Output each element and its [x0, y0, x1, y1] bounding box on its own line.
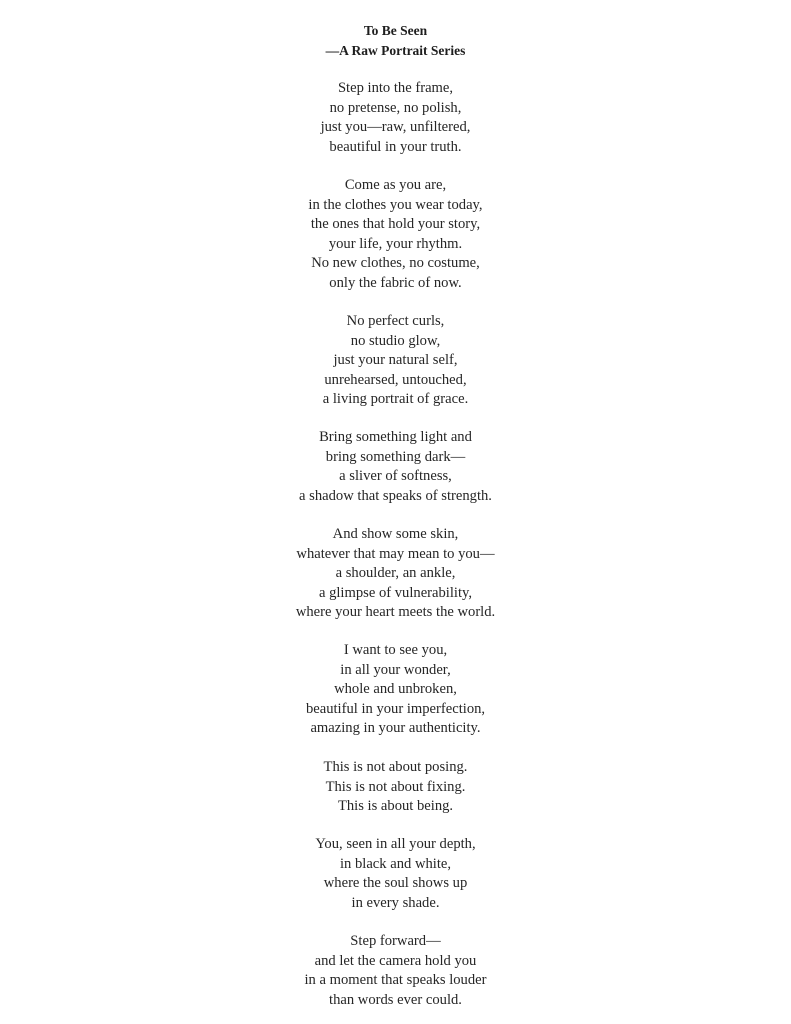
poem-line: a sliver of softness, — [339, 468, 452, 484]
stanza-8 — [0, 835, 791, 913]
stanza-3 — [0, 312, 791, 410]
poem-line: You, seen in all your depth, — [315, 836, 476, 852]
poem-line: Step forward— — [350, 933, 441, 949]
poem-line: This is about being. — [337, 798, 454, 814]
poem-line: a shadow that speaks of strength. — [299, 487, 492, 504]
stanza-9 — [0, 932, 791, 1010]
poem-line: the ones that hold your story, — [310, 216, 481, 232]
poem-line: Step into the frame, — [337, 80, 454, 96]
poem-line: no studio glow, — [350, 332, 441, 349]
title-line-1: To Be Seen — [363, 23, 428, 38]
poem-line: in the clothes you wear today, — [308, 196, 483, 213]
poem-line: and let the camera hold you — [314, 952, 477, 969]
poem-line: This is not about posing. — [323, 759, 468, 775]
stanza-2 — [0, 176, 791, 293]
poem-line: No new clothes, no costume, — [311, 255, 480, 271]
poem-line: This is not about fixing. — [325, 778, 466, 795]
poem-line: than words ever could. — [329, 991, 462, 1008]
poem-line: just you—raw, unfiltered, — [320, 119, 471, 135]
poem-line: in a moment that speaks louder — [304, 972, 487, 988]
poem-line: Bring something light and — [319, 429, 472, 445]
poem-line: I want to see you, — [343, 642, 448, 658]
poem-line: amazing in your authenticity. — [310, 720, 481, 736]
poem-line: no pretense, no polish, — [329, 99, 462, 116]
stanza-7 — [0, 758, 791, 817]
poem-line: beautiful in your imperfection, — [305, 700, 486, 717]
poem-line: Come as you are, — [344, 177, 447, 193]
poem-line: only the fabric of now. — [329, 274, 462, 291]
poem-line: a living portrait of grace. — [322, 391, 469, 407]
poem-title — [0, 21, 791, 60]
poem-line: where your heart meets the world. — [295, 604, 496, 620]
poem-line: No perfect curls, — [346, 313, 445, 329]
poem-line: a shoulder, an ankle, — [335, 565, 456, 581]
poem-line: where the soul shows up — [323, 875, 468, 891]
poem-line: a glimpse of vulnerability, — [318, 584, 473, 601]
poem-line: unrehearsed, untouched, — [324, 371, 467, 388]
poem-line: whole and unbroken, — [334, 681, 457, 697]
poem-line: in every shade. — [351, 894, 440, 911]
poem-line: And show some skin, — [332, 526, 459, 542]
stanza-1 — [0, 79, 791, 157]
stanza-4 — [0, 428, 791, 506]
poem-line: bring something dark— — [325, 448, 466, 465]
poem-line: in black and white, — [339, 855, 452, 872]
poem-line: beautiful in your truth. — [329, 138, 462, 155]
title-line-2: —A Raw Portrait Series — [325, 42, 466, 58]
stanza-5 — [0, 525, 791, 623]
poem-line: your life, your rhythm. — [328, 235, 463, 252]
poem-line: just your natural self, — [333, 352, 458, 368]
poem-line: in all your wonder, — [340, 661, 451, 678]
poem-line: whatever that may mean to you— — [296, 545, 495, 562]
stanza-6 — [0, 641, 791, 739]
